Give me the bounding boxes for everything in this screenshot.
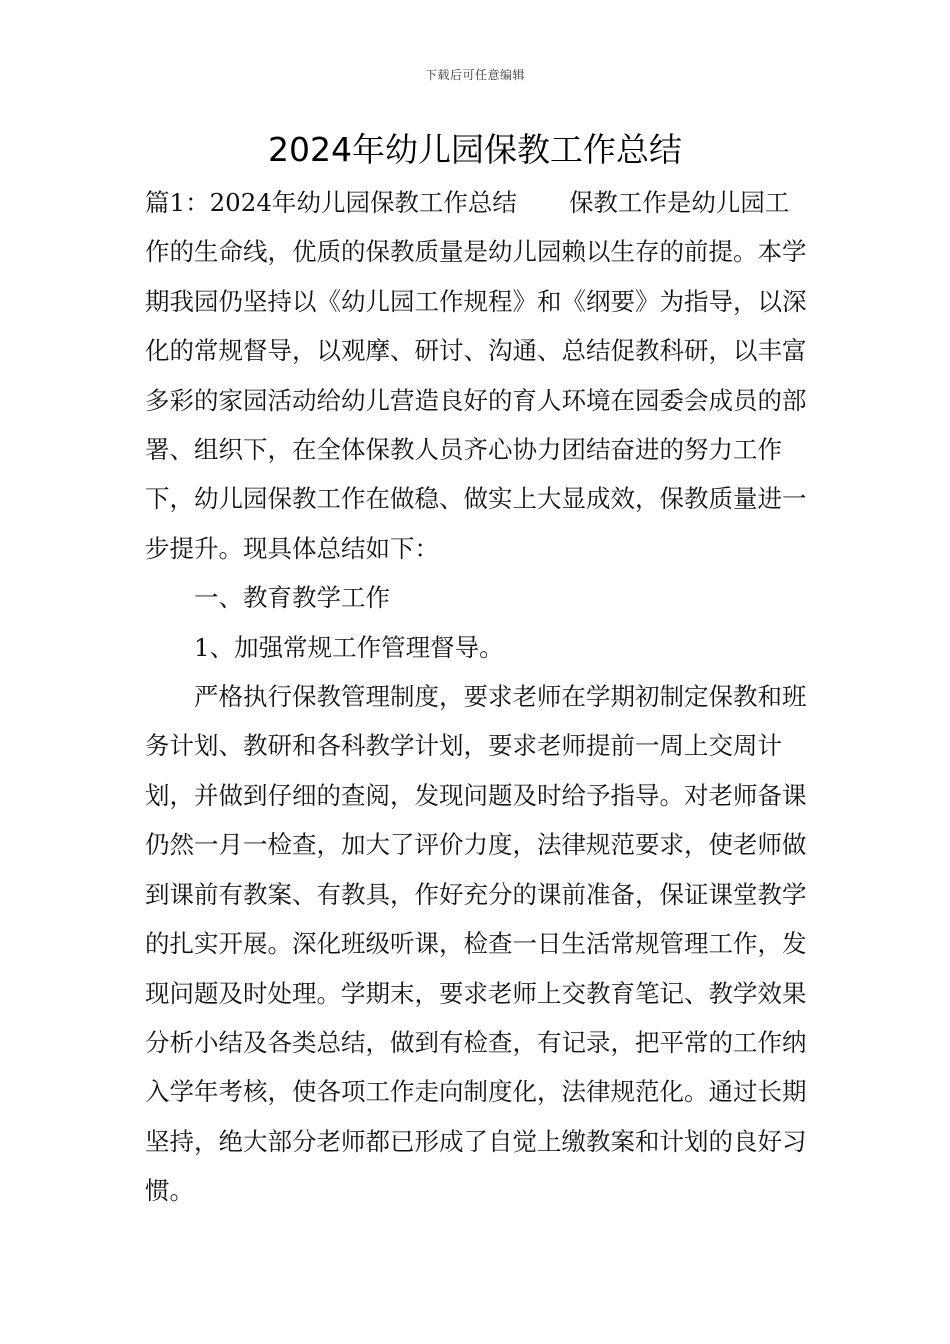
body-paragraph: 严格执行保教管理制度，要求老师在学期初制定保教和班务计划、教研和各科教学计划，要求老师提前一周上交周计划，并做到仔细的查阅，发现问题及时给予指导。对老师备课仍然一月一检查，加大了评价力度，法律规范要求，使老师做到课前有教案、有教具，作好充分的课前准备，保证课堂教学的扎实开展。深化班级听课，检查一日生活常规管理工作，发现问题及时处理。学期末，要求老师上交教育笔记、教学效果分析小结及各类总结，做到有检查，有记录，把平常的工作纳入学年考核，使各项工作走向制度化，法律规范化。通过长期坚持，绝大部分老师都已形成了自觉上缴教案和计划的良好习惯。 (145, 682, 807, 1206)
subsection-heading: 1、加强常规工作管理督导。 (194, 632, 504, 662)
header-note: 下载后可任意编辑 (424, 68, 525, 82)
intro-text: 保教工作是幼儿园工作的生命线，优质的保教质量是幼儿园赖以生存的前提。本学期我园仍坚持以《幼儿园工作规程》和《纲要》为指导，以深化的常规督导，以观摩、研讨、沟通、总结促教科研，以丰富多彩的家园活动给幼儿营造良好的育人环境在园委会成员的部署、组织下，在全体保教人员齐心协力团结奋进的努力工作下，幼儿园保教工作在做稳、做实上大显成效，保教质量进一步提升。现具体总结如下： (145, 188, 807, 563)
section-heading: 一、教育教学工作 (194, 583, 390, 613)
intro-paragraph (145, 178, 810, 573)
document-title: 2024年幼儿园保教工作总结 (268, 130, 682, 169)
document-body (145, 178, 810, 1216)
intro-label: 篇1：2024年幼儿园保教工作总结 (145, 188, 517, 217)
